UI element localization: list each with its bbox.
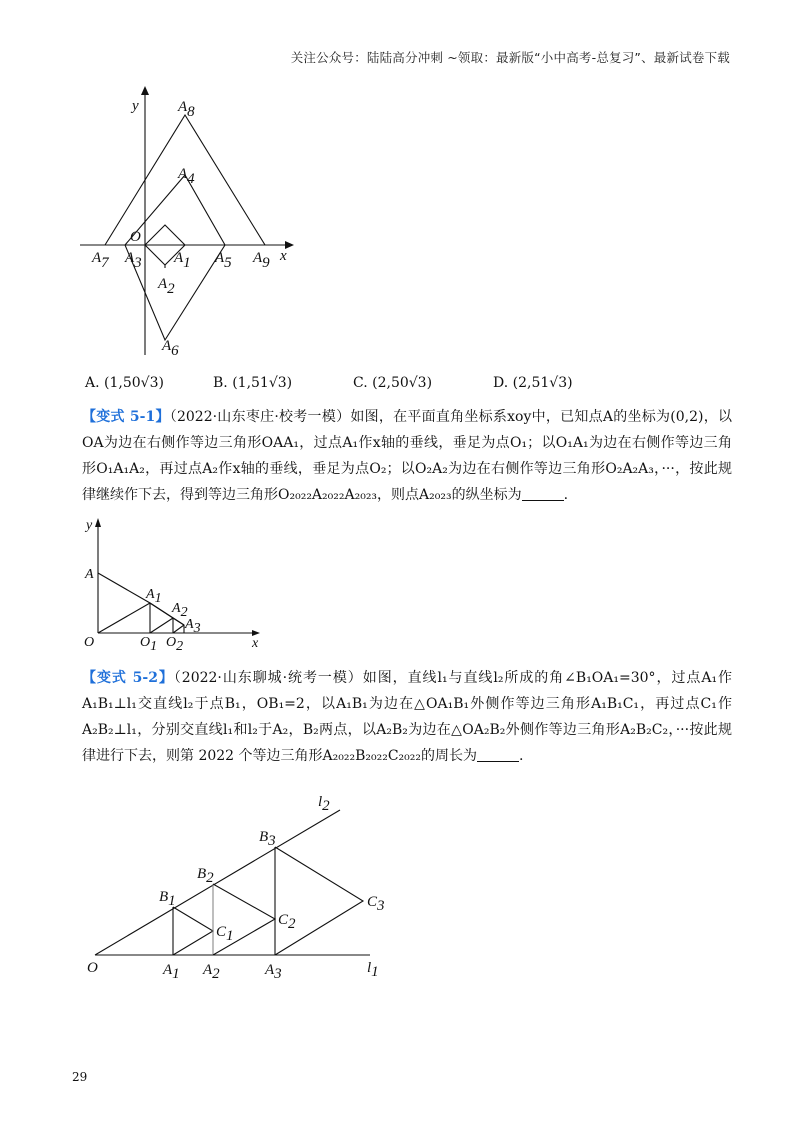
answer-options — [85, 375, 725, 399]
figure-3-point-a2: A2 — [203, 962, 220, 982]
question-text: （2022·山东聊城·统考一模）如图，直线l₁与直线l₂所成的角∠B₁OA₁=30°，过点A₁作A₁B₁⊥l₁交直线l₂于点B₁，OB₁=2，以A₁B₁为边在△OA₁B₁外侧作等边三角形A₁B₁C₁，再过点C₁作A₂B₂⊥l₁，分别交直线l₁和l₂于A₂，B₂两点，以A₂B₂为边在△OA₂B₂外侧作等边三角形A₂B₂C₂，···按此规律进行下去，则第 2022 个等边三角形A₂₀₂₂B₂₀₂₂C₂₀₂₂的周长为 — [82, 670, 733, 764]
figure-2-point-a2: A2 — [172, 601, 188, 620]
figure-3-point-c1: C1 — [216, 924, 234, 944]
figure-2-point-a: A — [85, 567, 94, 582]
figure-3-point-c3: C3 — [367, 894, 385, 914]
figure-1-axis-x: x — [280, 248, 287, 264]
figure-1-point-a7: A7 — [92, 250, 109, 271]
figure-2-diagram — [80, 515, 280, 655]
figure-1-origin: O — [130, 229, 141, 245]
figure-2-origin: O — [84, 635, 95, 650]
figure-3-point-b2: B2 — [197, 866, 214, 886]
figure-1-point-a1: A1 — [174, 250, 191, 271]
question-variant-5-2: 【变式 5-2】（2022·山东聊城·统考一模）如图，直线l₁与直线l₂所成的角∠B₁OA₁=30°，过点A₁作A₁B₁⊥l₁交直线l₂于点B₁，OB₁=2，以A₁B₁为边在△OA₁B₁外侧作等边三角形A₁B₁C₁，再过点C₁作A₂B₂⊥l₁，分别交直线l₁和l₂于A₂，B₂两点，以A₂B₂为边在△OA₂B₂外侧作等边三角形A₂B₂C₂，···按此规律进行下去，则第 2022 个等边三角形A₂₀₂₂B₂₀₂₂C₂₀₂₂的周长为 . — [82, 670, 733, 764]
question-variant-5-1: 【变式 5-1】（2022·山东枣庄·校考一模）如图，在平面直角坐标系xoy中，已知点A的坐标为(0,2)，以OA为边在右侧作等边三角形OAA₁，过点A₁作x轴的垂线，垂足为点O₁；以O₁A₁为边在右侧作等边三角形O₁A₁A₂，再过点A₂作x轴的垂线，垂足为点O₂；以O₂A₂为边在右侧作等边三角形O₂A₂A₃，···，按此规律继续作下去，得到等边三角形O₂₀₂₂A₂₀₂₂A₂₀₂₃，则点A₂₀₂₃的纵坐标为 . — [82, 409, 733, 503]
figure-3-point-c2: C2 — [278, 912, 296, 932]
figure-3-point-b3: B3 — [259, 829, 276, 849]
page-number: 29 — [72, 1070, 88, 1084]
figure-3-line-l2: l2 — [318, 794, 330, 814]
figure-2-point-o2: O2 — [166, 635, 184, 654]
figure-3-origin: O — [87, 960, 98, 976]
figure-2-axis-x: x — [252, 636, 259, 651]
figure-1-point-a6: A6 — [162, 338, 179, 359]
page-header: 关注公众号：陆陆高分冲刺 ~领取：最新版“小中高考-总复习”、最新试卷下载 — [290, 50, 730, 65]
figure-3-line-l1: l1 — [367, 960, 379, 980]
figure-1-point-a4: A4 — [178, 166, 195, 187]
figure-1-point-a2: A2 — [158, 276, 175, 297]
option-b[interactable]: B. (1,51√3) — [213, 375, 293, 391]
figure-1-point-a8: A8 — [178, 99, 195, 120]
figure-1-diagram — [80, 90, 310, 365]
figure-2-point-a3: A3 — [185, 617, 201, 636]
option-d[interactable]: D. (2,51√3) — [493, 375, 573, 391]
answer-blank[interactable] — [522, 486, 564, 501]
option-c[interactable]: C. (2,50√3) — [353, 375, 433, 391]
figure-1-axis-y: y — [132, 98, 139, 114]
figure-3-point-b1: B1 — [159, 889, 176, 909]
figure-2-axis-y: y — [86, 518, 93, 533]
question-tag: 【变式 5-1】 — [82, 409, 170, 425]
figure-3-diagram — [85, 790, 405, 990]
figure-1-point-a3: A3 — [125, 250, 142, 271]
figure-2-point-o1: O1 — [140, 635, 158, 654]
answer-blank[interactable] — [477, 747, 519, 762]
figure-3-point-a1: A1 — [163, 962, 180, 982]
figure-1-point-a9: A9 — [253, 250, 270, 271]
figure-2-point-a1: A1 — [146, 587, 162, 606]
figure-3-point-a3: A3 — [265, 962, 282, 982]
option-a[interactable]: A. (1,50√3) — [85, 375, 164, 391]
question-text: （2022·山东枣庄·校考一模）如图，在平面直角坐标系xoy中，已知点A的坐标为(0,2)，以OA为边在右侧作等边三角形OAA₁，过点A₁作x轴的垂线，垂足为点O₁；以O₁A₁为边在右侧作等边三角形O₁A₁A₂，再过点A₂作x轴的垂线，垂足为点O₂；以O₂A₂为边在右侧作等边三角形O₂A₂A₃，···，按此规律继续作下去，得到等边三角形O₂₀₂₂A₂₀₂₂A₂₀₂₃，则点A₂₀₂₃的纵坐标为 — [82, 409, 733, 503]
question-tag: 【变式 5-2】 — [82, 670, 174, 686]
figure-1-point-a5: A5 — [215, 250, 232, 271]
